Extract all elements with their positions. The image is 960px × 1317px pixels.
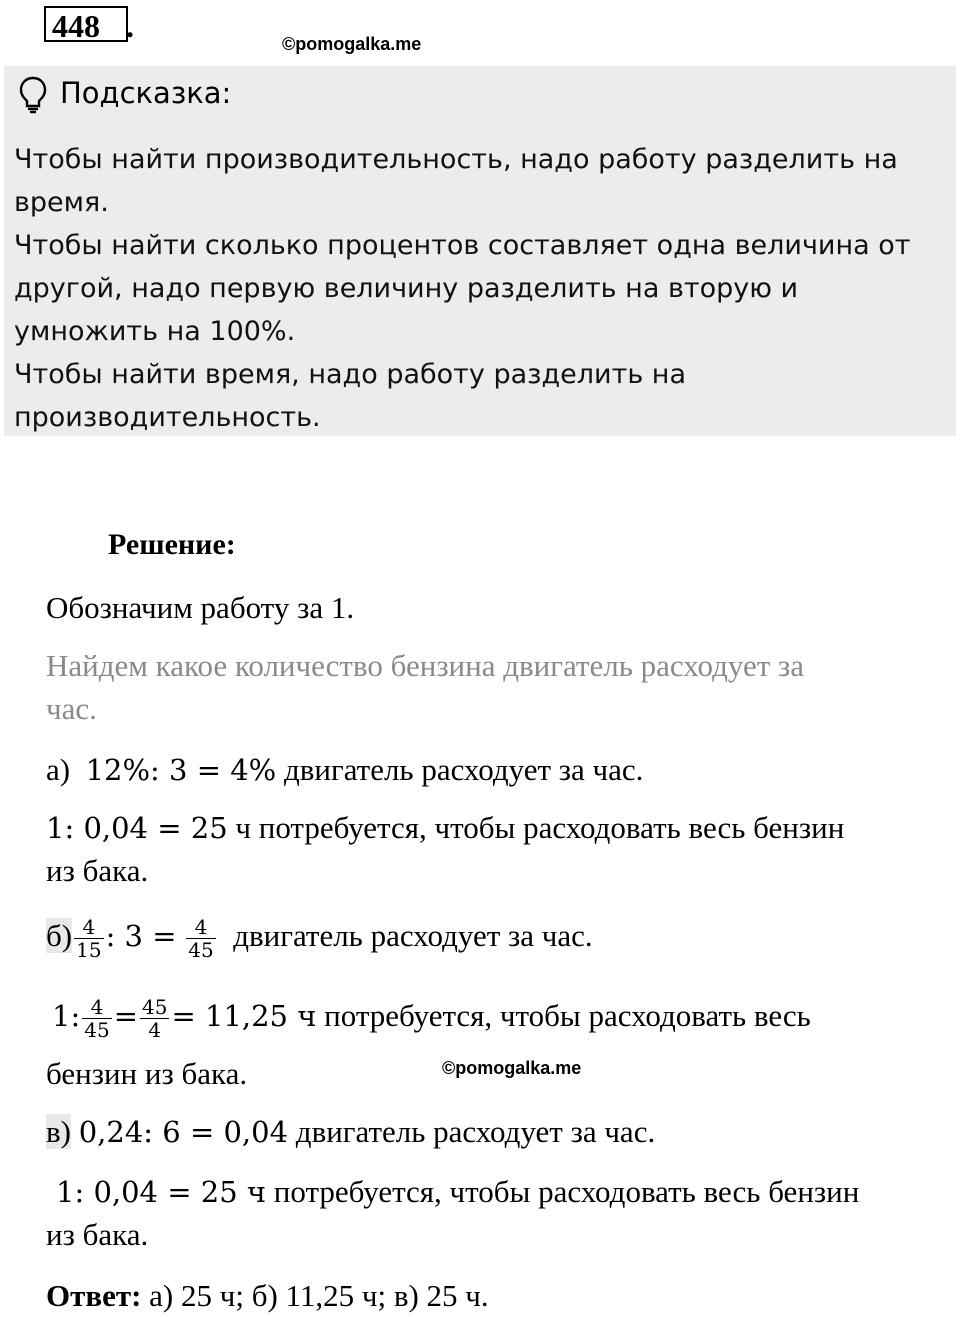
answer-text: а) 25 ч; б) 11,25 ч; в) 25 ч. bbox=[141, 1278, 489, 1313]
part-b2-line bbox=[52, 994, 952, 1041]
task-number-box bbox=[44, 6, 134, 44]
hint-line: другой, надо первую величину разделить на вторую и bbox=[14, 273, 799, 304]
hint-title: Подсказка: bbox=[60, 76, 232, 110]
solution-intro: Обозначим работу за 1. bbox=[46, 590, 355, 625]
fraction bbox=[82, 996, 111, 1041]
part-c-label: в) bbox=[46, 1114, 71, 1149]
task-number: 448 bbox=[52, 8, 100, 44]
part-a-math: 12%: 3 = 4% bbox=[85, 753, 277, 787]
hint-text bbox=[14, 138, 944, 439]
part-a-text: двигатель расходует за час. bbox=[276, 752, 644, 787]
part-b2-pre: 1: bbox=[52, 999, 81, 1033]
part-b-line bbox=[46, 914, 946, 961]
lightbulb-icon bbox=[18, 76, 48, 119]
find-line-2: час. bbox=[46, 691, 97, 726]
part-b2-eq: = bbox=[113, 999, 138, 1033]
denominator: 45 bbox=[188, 938, 214, 963]
numerator: 45 bbox=[142, 995, 168, 1020]
part-b2-text: потребуется, чтобы расходовать весь bbox=[316, 998, 811, 1033]
denominator: 4 bbox=[148, 1018, 162, 1043]
part-c2-line bbox=[56, 1170, 956, 1214]
part-c-line bbox=[46, 1110, 946, 1154]
hint-line: умножить на 100%. bbox=[14, 316, 296, 347]
solution-title: Решение: bbox=[108, 528, 236, 561]
part-b-label: б) bbox=[46, 918, 73, 953]
answer-line bbox=[46, 1274, 946, 1317]
answer-label: Ответ: bbox=[46, 1278, 142, 1313]
part-c2-line-2: из бака. bbox=[46, 1217, 149, 1252]
watermark-middle: ©pomogalka.me bbox=[442, 1058, 582, 1078]
watermark-top: ©pomogalka.me bbox=[282, 34, 422, 54]
fraction bbox=[74, 916, 103, 961]
part-c-text: двигатель расходует за час. bbox=[288, 1114, 656, 1149]
part-b2-result: = 11,25 ч bbox=[171, 999, 317, 1033]
denominator: 15 bbox=[76, 938, 102, 963]
part-b2-line-2: бензин из бака. bbox=[46, 1056, 248, 1091]
fraction bbox=[186, 916, 215, 961]
numerator: 4 bbox=[82, 996, 111, 1019]
part-b-mid: : 3 = bbox=[105, 919, 177, 953]
part-a2-line bbox=[46, 806, 946, 850]
part-a2-text: ч потребуется, чтобы расходовать весь бензин bbox=[227, 810, 845, 845]
find-line-1: Найдем какое количество бензина двигатель расходует за bbox=[46, 648, 805, 683]
part-a-label: а) bbox=[46, 752, 71, 787]
hint-line: производительность. bbox=[14, 402, 321, 433]
part-a-line bbox=[46, 748, 946, 792]
hint-line: Чтобы найти сколько процентов составляет одна величина от bbox=[14, 230, 911, 261]
numerator: 4 bbox=[74, 916, 103, 939]
part-b-text: двигатель расходует за час. bbox=[233, 918, 593, 953]
denominator: 45 bbox=[84, 1018, 110, 1043]
part-a2-line-2: из бака. bbox=[46, 853, 149, 888]
numerator: 4 bbox=[186, 916, 215, 939]
part-a2-math: 1: 0,04 = 25 bbox=[46, 811, 228, 845]
hint-line: Чтобы найти производительность, надо работу разделить на bbox=[14, 144, 898, 175]
part-c2-text: потребуется, чтобы расходовать весь бензин bbox=[266, 1174, 860, 1209]
part-c2-math: 1: 0,04 = 25 ч bbox=[56, 1175, 267, 1209]
task-number-dot: . bbox=[126, 8, 134, 44]
hint-line: Чтобы найти время, надо работу разделить на bbox=[14, 359, 687, 390]
hint-line: время. bbox=[14, 187, 109, 218]
fraction bbox=[140, 996, 169, 1041]
part-c-math: 0,24: 6 = 0,04 bbox=[78, 1115, 289, 1149]
